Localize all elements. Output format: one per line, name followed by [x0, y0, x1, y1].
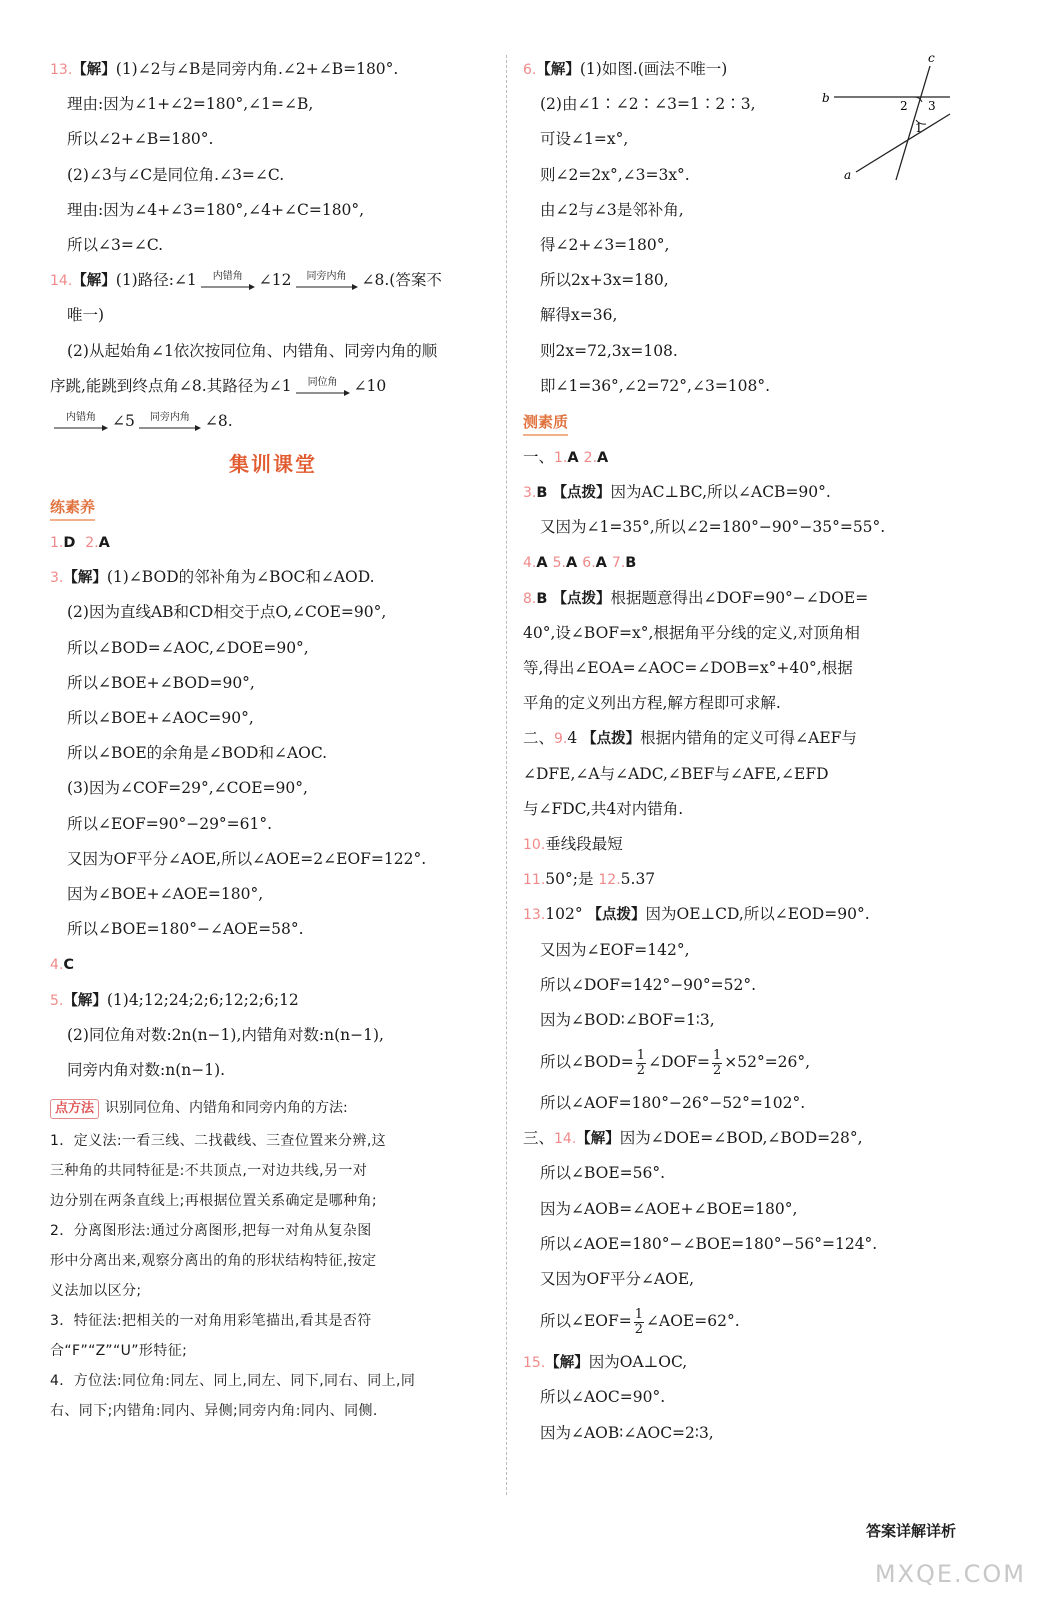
text-line: 可设∠1=x°,	[540, 130, 629, 149]
text-line: 3.B 【点拨】因为AC⊥BC,所以∠ACB=90°.	[523, 483, 831, 502]
text-line: 因为∠AOB∶∠AOC=2∶3,	[540, 1423, 714, 1442]
text-line: 15.【解】因为OA⊥OC,	[523, 1353, 688, 1372]
text-line: 解得x=36,	[540, 306, 618, 325]
text-line: 所以∠BOE的余角是∠BOD和∠AOC.	[67, 744, 328, 763]
text-line: 所以∠BOE=56°.	[540, 1164, 666, 1183]
text-line: 13.【解】(1)∠2与∠B是同旁内角.∠2+∠B=180°.	[50, 60, 399, 78]
q13-14-block	[523, 1086, 978, 1297]
right-column	[523, 52, 978, 1451]
text-line: 又因为∠1=35°,所以∠2=180°−90°−35°=55°.	[540, 518, 886, 537]
method-header: 点方法 识别同位角、内错角和同旁内角的方法:	[50, 1088, 496, 1126]
text-line: 40°,设∠BOF=x°,根据角平分线的定义,对顶角相	[523, 623, 860, 642]
text-line: 又因为OF平分∠AOE,所以∠AOE=2∠EOF=122°.	[67, 849, 427, 868]
figure-label-3: 3	[928, 99, 936, 113]
text-line: 所以∠3=∠C.	[67, 235, 164, 254]
text-line: 所以∠BOD=∠AOC,∠DOE=90°,	[67, 638, 309, 657]
sub-header-practice: 练素养	[50, 495, 95, 521]
text-line: 三、14.【解】因为∠DOE=∠BOD,∠BOD=28°,	[523, 1129, 863, 1148]
text-line: 6.【解】(1)如图.(画法不唯一)	[523, 60, 728, 78]
text-line: 等,得出∠EOA=∠AOC=∠DOB=x°+40°,根据	[523, 659, 853, 677]
fraction-line-2: 所以∠EOF= $\frac{1}{2}$ ∠AOE=62°.	[540, 1306, 740, 1337]
path-arrow: 同旁内角	[296, 271, 358, 291]
q3-5-block	[50, 560, 496, 1088]
text-line: 所以∠BOE=180°−∠AOE=58°.	[67, 920, 304, 939]
text-line: 所以∠BOE+∠BOD=90°,	[67, 673, 255, 692]
text-line: 一、1.A 2.A	[523, 447, 609, 466]
text-line: 4.C	[50, 957, 75, 974]
fraction-line: 所以∠BOD= $\frac{1}{2}$ ∠DOF= $\frac{1}{2}$ ×52°=26°,	[540, 1047, 811, 1078]
text-line: 10.垂线段最短	[523, 834, 623, 853]
q14-block: 14.【解】(1)路径:∠1 内错角 ∠12 同旁内角 ∠8.(答案不 唯一) (2)从起始角∠1依次按同位角、内错角、同旁内角的顺 序跳,能跳到终点角∠8.其路径为∠1 同位角 ∠10 内错角 ∠5 同旁内角 ∠8.	[50, 271, 442, 430]
quality-items	[523, 440, 978, 1038]
text-line: 5.【解】(1)4;12;24;2;6;12;2;6;12	[50, 990, 299, 1009]
figure-label-c: c	[928, 52, 935, 65]
method-line: 4．方位法:同位角:同左、同上,同左、同下,同右、同上,同	[50, 1373, 416, 1390]
text-line: 所以∠DOF=142°−90°=52°.	[540, 975, 757, 994]
text-line: 由∠2与∠3是邻补角,	[540, 200, 684, 219]
fraction-half: $\frac{1}{2}$	[636, 1047, 646, 1078]
text-line: 13.102° 【点拨】因为OE⊥CD,所以∠EOD=90°.	[523, 905, 870, 924]
angle-figure	[818, 52, 958, 186]
text-line: 平角的定义列出方程,解方程即可求解.	[523, 694, 781, 713]
method-line: 义法加以区分;	[50, 1283, 142, 1300]
text-line: 同旁内角对数:n(n−1).	[67, 1060, 226, 1079]
text-line: 3.【解】(1)∠BOD的邻补角为∠BOC和∠AOD.	[50, 568, 375, 587]
figure-label-a: a	[844, 168, 852, 182]
fraction-half: $\frac{1}{2}$	[712, 1047, 722, 1078]
text-line: 所以∠EOF=90°−29°=61°.	[67, 814, 273, 833]
q15-block	[523, 1345, 978, 1451]
text-line: 11.50°;是 12.5.37	[523, 870, 656, 889]
path-arrow: 内错角	[201, 271, 255, 291]
text-line: 理由:因为∠4+∠3=180°,∠4+∠C=180°,	[67, 200, 365, 219]
text-line: 则2x=72,3x=108.	[540, 341, 678, 360]
method-line: 三种角的共同特征是:不共顶点,一对边共线,另一对	[50, 1163, 368, 1180]
text-line: (2)因为直线AB和CD相交于点O,∠COE=90°,	[67, 603, 387, 622]
text-line: 所以∠2+∠B=180°.	[67, 130, 214, 149]
path-arrow: 同旁内角	[139, 412, 201, 432]
footer-title: 答案详解详析	[865, 1522, 956, 1540]
text-line: 则∠2=2x°,∠3=3x°.	[540, 165, 690, 184]
text-line: 因为∠AOB=∠AOE+∠BOE=180°,	[540, 1199, 798, 1218]
text-line: 理由:因为∠1+∠2=180°,∠1=∠B,	[67, 95, 314, 114]
method-line: 合“F”“Z”“U”形特征;	[50, 1343, 188, 1360]
method-list	[50, 1126, 496, 1426]
text-line: ∠DFE,∠A与∠ADC,∠BEF与∠AFE,∠EFD	[523, 764, 829, 783]
text-line: 又因为∠EOF=142°,	[540, 940, 690, 959]
q13-block	[50, 52, 496, 263]
path-arrow: 同位角	[296, 377, 350, 397]
section-title: 集训课堂	[229, 452, 317, 477]
text-line: 所以∠AOF=180°−26°−52°=102°.	[540, 1094, 806, 1113]
text-line: 8.B 【点拨】根据题意得出∠DOF=90°−∠DOE=	[523, 588, 869, 607]
text-line: 所以2x+3x=180,	[540, 271, 669, 290]
method-line: 形中分离出来,观察分离出的角的形状结构特征,按定	[50, 1253, 377, 1270]
figure-label-2: 2	[900, 99, 908, 113]
method-line: 右、同下;内错角:同内、异侧;同旁内角:同内、同侧.	[50, 1403, 378, 1420]
path-arrow: 内错角	[54, 412, 108, 432]
left-column	[50, 52, 496, 1426]
text-line: 所以∠AOC=90°.	[540, 1388, 666, 1407]
method-label: 点方法	[50, 1099, 99, 1119]
q1-2-answers: 1.D 2.A	[50, 535, 110, 552]
text-line: 因为∠BOE+∠AOE=180°,	[67, 884, 264, 903]
sub-header-quality: 测素质	[523, 410, 568, 436]
text-line: (2)同位角对数:2n(n−1),内错角对数:n(n−1),	[67, 1025, 384, 1044]
figure-label-1: 1	[915, 121, 923, 135]
text-line: 二、9.4 【点拨】根据内错角的定义可得∠AEF与	[523, 729, 857, 748]
text-line: 得∠2+∠3=180°,	[540, 235, 670, 254]
method-line: 边分别在两条直线上;再根据位置关系确定是哪种角;	[50, 1193, 378, 1210]
footer-watermark: MXQE.COM	[874, 1560, 1026, 1588]
text-line: (3)因为∠COF=29°,∠COE=90°,	[67, 779, 308, 798]
text-line: 与∠FDC,共4对内错角.	[523, 799, 684, 818]
fraction-half: $\frac{1}{2}$	[634, 1306, 644, 1337]
figure-label-b: b	[822, 91, 830, 105]
method-line: 2．分离图形法:通过分离图形,把每一对角从复杂图	[50, 1223, 372, 1240]
text-line: 又因为OF平分∠AOE,	[540, 1270, 695, 1288]
text-line: (2)∠3与∠C是同位角.∠3=∠C.	[67, 165, 285, 184]
text-line: (2)由∠1∶∠2∶∠3=1∶2∶3,	[540, 95, 756, 114]
text-line: 因为∠BOD∶∠BOF=1∶3,	[540, 1010, 715, 1029]
text-line: 所以∠BOE+∠AOC=90°,	[67, 709, 254, 727]
text-line: 所以∠AOE=180°−∠BOE=180°−56°=124°.	[540, 1234, 878, 1253]
method-line: 3．特征法:把相关的一对角用彩笔描出,看其是否符	[50, 1313, 372, 1330]
text-line: 即∠1=36°,∠2=72°,∠3=108°.	[540, 376, 771, 395]
method-line: 1．定义法:一看三线、二找截线、三查位置来分辨,这	[50, 1133, 387, 1150]
column-divider	[506, 55, 507, 1495]
text-line: 4.A 5.A 6.A 7.B	[523, 555, 637, 572]
